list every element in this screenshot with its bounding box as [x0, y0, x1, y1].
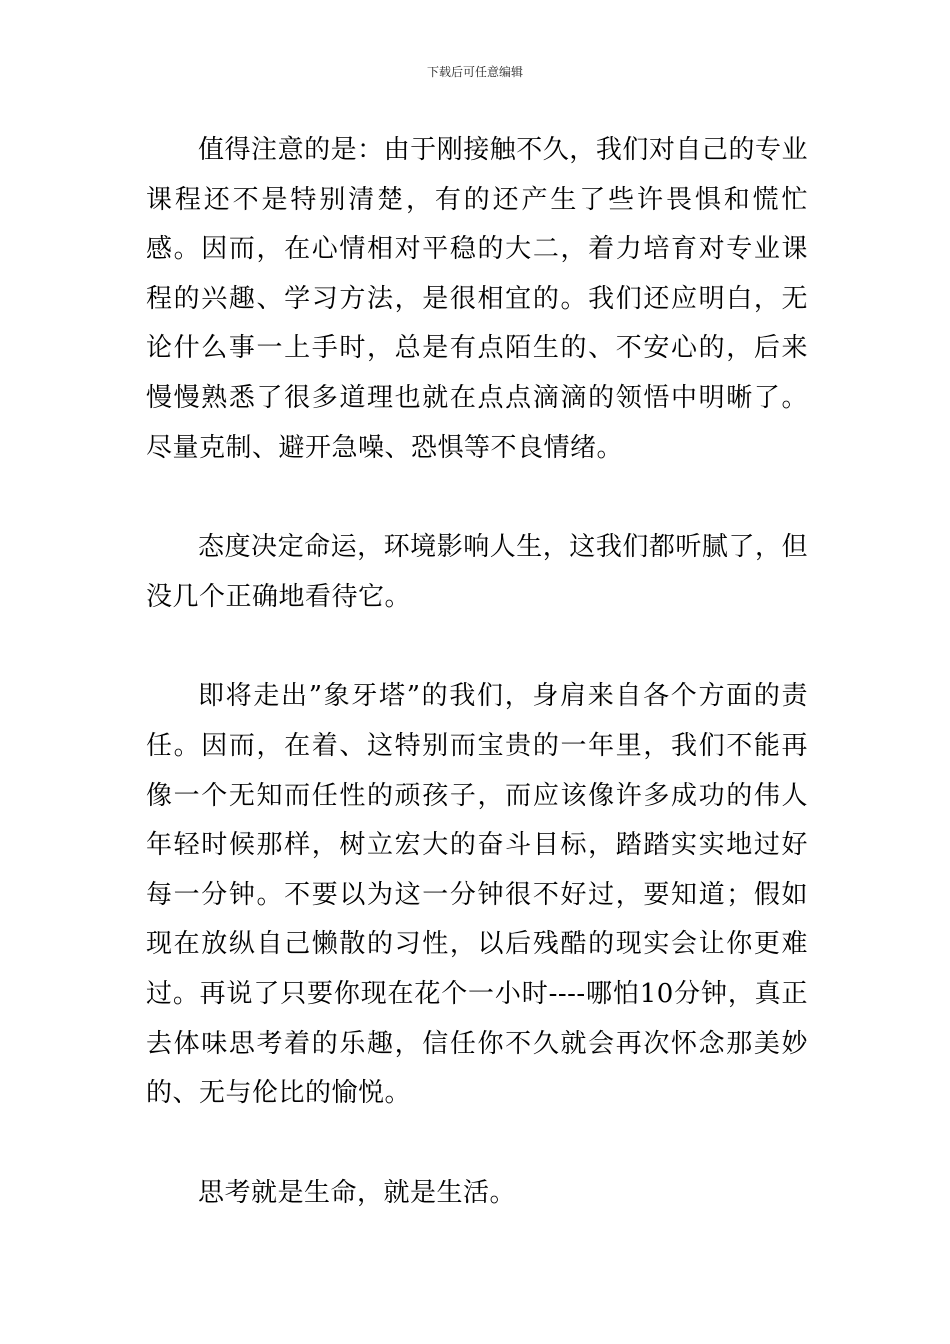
paragraph-1: 值得注意的是：由于刚接触不久，我们对自己的专业课程还不是特别清楚，有的还产生了些许畏惧和慌忙感。因而，在心情相对平稳的大二，着力培育对专业课程的兴趣、学习方法，是很相宜的。我们还应明白，无论什么事一上手时，总是有点陌生的、不安心的，后来慢慢熟悉了很多道理也就在点点滴滴的领悟中明晰了。尽量克制、避开急噪、恐惧等不良情绪。 — [146, 135, 808, 463]
page-header: 下载后可任意编辑 — [426, 65, 523, 79]
paragraph-4: 思考就是生命，就是生活。 — [198, 1177, 517, 1208]
paragraph-3: 即将走出”象牙塔”的我们，身肩来自各个方面的责任。因而，在着、这特别而宝贵的一年里，我们不能再像一个无知而任性的顽孩子，而应该像许多成功的伟人年轻时候那样，树立宏大的奋斗目标，踏踏实实地过好每一分钟。不要以为这一分钟很不好过，要知道；假如现在放纵自己懒散的习性，以后残酷的现实会让你更难过。再说了只要你现在花个一小时----哪怕10分钟，真正去体味思考着的乐趣，信任你不久就会再次怀念那美妙的、无与伦比的愉悦。 — [146, 681, 808, 1109]
document-body — [146, 126, 808, 1268]
paragraph-2: 态度决定命运，环境影响人生，这我们都听腻了，但没几个正确地看待它。 — [146, 532, 808, 612]
